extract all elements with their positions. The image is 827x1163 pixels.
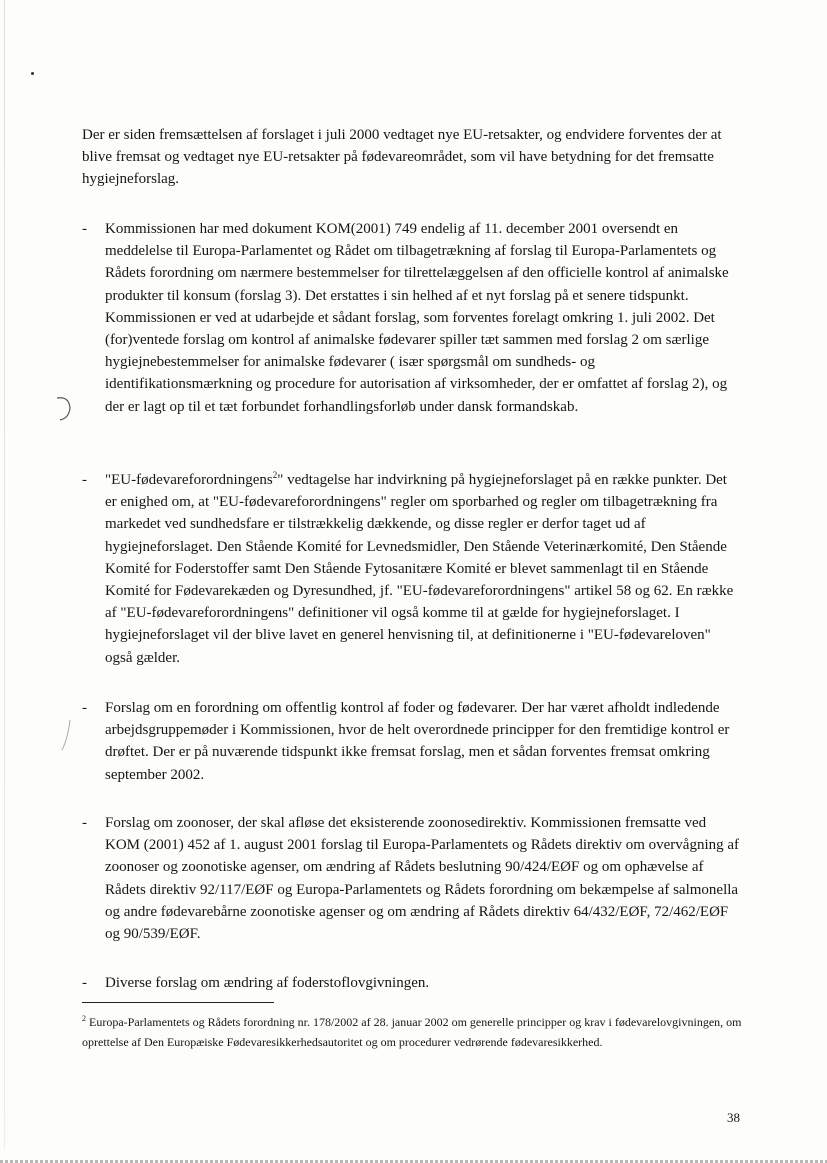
list-item-zoonoser xyxy=(82,812,742,945)
footnote-reference: 2 xyxy=(272,470,278,480)
list-item-text: Kommissionen har med dokument KOM(2001) 749 endelig af 11. december 2001 oversendt en meddelelse til Europa-Parlamentet og Rådet om tilbagetrækning af forslag til Europa-Parlamentets og Rådets forordning om nærmere bestemmelser for tilrettelæggelsen af den officielle kontrol af animalske produkter til konsum (forslag 3). Det erstattes i sin helhed af et nyt forslag på et senere tidspunkt. Kommissionen er ved at udarbejde et sådant forslag, som forventes forelagt omkring 1. juli 2002. Det (for)ventede forslag om kontrol af animalske fødevarer spiller tæt sammen med forslag 2 om særlige hygiejnebestemmelser for animalske fødevarer ( især spørgsmål om sundheds- og identifikationsmærkning og procedure for autorisation af virksomheder, der er omfattet af forslag 2), og der er lagt op til et tæt forbundet forhandlingsforløb under dansk formandskab. xyxy=(105,221,729,415)
list-item-kommissionen xyxy=(82,218,742,418)
margin-bracket-mark xyxy=(60,718,74,754)
footnote xyxy=(82,1013,744,1053)
intro-paragraph: Der er siden fremsættelsen af forslaget i juli 2000 vedtaget nye EU-retsakter, og endvidere forventes der at blive fremsat og vedtaget nye EU-retsakter på fødevareområdet, som vil have betydning for det fremsatte hygiejneforslag. xyxy=(82,127,722,188)
list-item-foderstoflovgivning xyxy=(82,972,742,994)
list-item-text: Forslag om en forordning om offentlig kontrol af foder og fødevarer. Der har været afholdt indledende arbejdsgruppemøder i Kommissionen, hvor de helt overordnede principper for den fremtidige kontrol er drøftet. Der er på nuværende tidspunkt ikke fremsat forslag, men et sådan forventes fremsat omkring september 2002. xyxy=(105,700,730,783)
page-number: 38 xyxy=(727,1110,740,1125)
list-dash: - xyxy=(82,221,87,237)
footnote-text: Europa-Parlamentets og Rådets forordning nr. 178/2002 af 28. januar 2002 om generelle principper og krav i fødevarelovgivningen, om oprettelse af Den Europæiske Fødevaresikkerhedsautoritet og om procedurer vedrørende fødevaresikkerhed. xyxy=(82,1015,742,1049)
scan-edge-left xyxy=(4,0,5,1150)
footnote-divider xyxy=(82,1002,274,1003)
list-item-text-start: "EU-fødevareforordningens xyxy=(105,472,273,488)
list-item-text: Diverse forslag om ændring af foderstoflovgivningen. xyxy=(105,975,430,991)
footnote-mark: 2 xyxy=(82,1014,86,1023)
scan-speck xyxy=(31,72,34,75)
list-item-text-rest: " vedtagelse har indvirkning på hygiejneforslaget på en række punkter. Det er enighed om, at "EU-fødevareforordningens" regler om sporbarhed og regler om tilbagetrækning fra markedet ved sundhedsfare er tilstrækkelig dækkende, og disse regler er derfor taget ud af hygiejneforslaget. Den Stående Komité for Levnedsmidler, Den Stående Veterinærkomité, Den Stående Komité for Foderstoffer samt Den Stående Fytosanitære Komité er blevet sammenlagt til en Stående Komité for Fødevarekæden og Dyresundhed, jf. "EU-fødevareforordningens" artikel 58 og 62. En række af "EU-fødevareforordningens" definitioner vil også komme til at gælde for hygiejneforslaget. I hygiejneforslaget vil der blive lavet en generel henvisning til, at definitionerne i "EU-fødevareloven" også gælder. xyxy=(105,472,734,666)
list-item-text: Forslag om zoonoser, der skal afløse det eksisterende zoonosedirektiv. Kommissionen fremsatte ved KOM (2001) 452 af 1. august 2001 forslag til Europa-Parlamentets og Rådets direktiv om overvågning af zoonoser og zoonotiske agenser, om ændring af Rådets beslutning 90/424/EØF og om ophævelse af Rådets direktiv 92/117/EØF og Europa-Parlamentets og Rådets forordning om bekæmpelse af salmonella og andre fødevarebårne zoonotiske agenser og om ændring af Rådets direktiv 64/432/EØF, 72/462/EØF og 90/539/EØF. xyxy=(105,815,740,943)
list-dash: - xyxy=(82,815,87,831)
list-dash: - xyxy=(82,975,87,991)
list-item-text xyxy=(105,469,742,669)
list-item-eu-foedevareforordning xyxy=(82,469,742,669)
list-dash: - xyxy=(82,472,87,488)
margin-bracket-mark xyxy=(54,392,76,426)
list-item-offentlig-kontrol xyxy=(82,697,742,786)
list-dash: - xyxy=(82,700,87,716)
